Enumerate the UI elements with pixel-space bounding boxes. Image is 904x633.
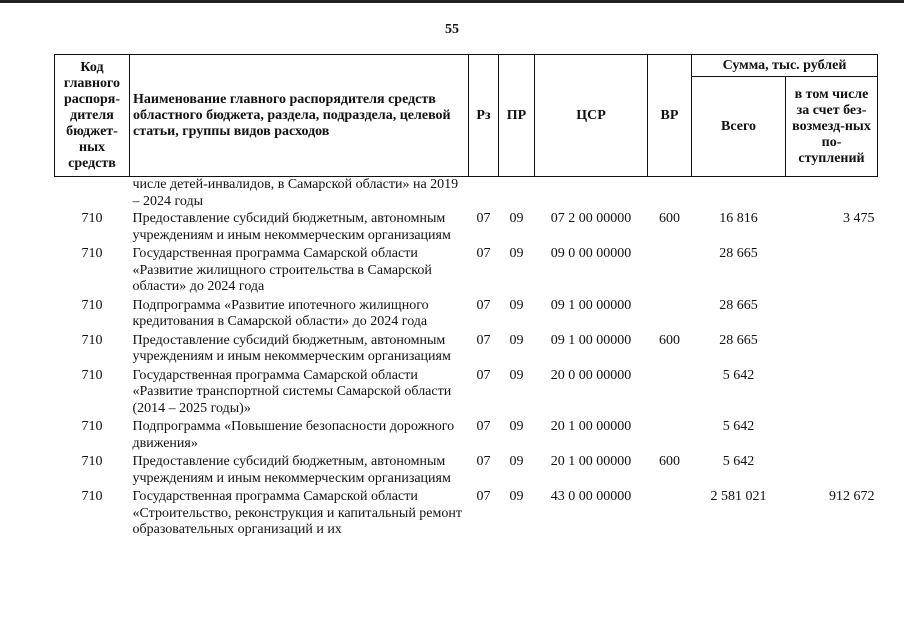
row-free — [786, 245, 878, 297]
row-total: 5 642 — [722, 367, 755, 383]
header-free: в том числе за счет без-возмезд-ных по-ступлений — [786, 77, 878, 177]
row-name: Предоставление субсидий бюджетным, автономным учреждениям и иным некоммерческим организациям — [132, 332, 451, 364]
row-csr: 07 2 00 00000 — [550, 211, 632, 226]
row-csr: 09 0 00 00000 — [550, 246, 632, 261]
header-pr: ПР — [499, 55, 535, 177]
budget-table — [54, 54, 878, 540]
table-row — [55, 418, 878, 453]
row-name: Предоставление субсидий бюджетным, автономным учреждениям и иным некоммерческим организациям — [132, 454, 451, 486]
table-row — [55, 488, 878, 540]
row-free — [786, 418, 878, 453]
row-pr: 09 — [509, 211, 524, 226]
row-rz: 07 — [476, 297, 491, 313]
header-vr: ВР — [648, 55, 692, 177]
row-free: 912 672 — [829, 489, 875, 504]
page-number: 55 — [445, 22, 459, 37]
table-row — [55, 245, 878, 297]
row-code: 710 — [81, 246, 103, 261]
row-pr: 09 — [509, 332, 524, 348]
row-code: 710 — [81, 419, 103, 434]
table-row — [55, 297, 878, 332]
table-row — [55, 332, 878, 367]
top-rule — [0, 0, 904, 3]
row-vr — [648, 418, 692, 453]
row-code: 710 — [81, 367, 103, 383]
row-total: 28 665 — [719, 332, 758, 348]
row-free — [786, 297, 878, 332]
row-name: Государственная программа Самарской области «Развитие транспортной системы Самарской области (2014 – 2025 годы)» — [132, 367, 452, 416]
row-name: Предоставление субсидий бюджетным, автономным учреждениям и иным некоммерческим организациям — [132, 211, 451, 243]
row-free — [786, 367, 878, 419]
row-free — [786, 453, 878, 488]
continuation-row — [55, 177, 878, 211]
header-total: Всего — [692, 77, 786, 177]
row-vr: 600 — [659, 454, 680, 469]
row-vr — [648, 297, 692, 332]
row-code: 710 — [81, 211, 103, 226]
row-rz: 07 — [476, 419, 491, 434]
row-rz: 07 — [476, 367, 491, 383]
row-vr — [648, 367, 692, 419]
row-free — [786, 332, 878, 367]
header-csr: ЦСР — [535, 55, 648, 177]
row-vr: 600 — [659, 211, 680, 226]
header-sum: Сумма, тыс. рублей — [692, 55, 878, 77]
row-csr: 20 1 00 00000 — [550, 454, 632, 469]
row-rz: 07 — [476, 489, 491, 504]
table-row — [55, 367, 878, 419]
row-code: 710 — [81, 489, 103, 504]
row-pr: 09 — [509, 367, 524, 383]
table-row — [55, 453, 878, 488]
row-csr: 09 1 00 00000 — [550, 332, 632, 348]
row-name: Государственная программа Самарской области «Строительство, реконструкция и капитальный ремонт образовательных организаций и их — [132, 489, 462, 537]
row-pr: 09 — [509, 246, 524, 261]
row-total: 28 665 — [719, 246, 758, 261]
row-pr: 09 — [509, 454, 524, 469]
continuation-text: числе детей-инвалидов, в Самарской области» на 2019 – 2024 годы — [132, 177, 459, 209]
table-header — [55, 55, 878, 177]
row-csr: 20 0 00 00000 — [550, 367, 632, 383]
row-name: Подпрограмма «Развитие ипотечного жилищного кредитования в Самарской области» до 2024 года — [132, 297, 429, 329]
row-vr — [648, 245, 692, 297]
row-csr: 43 0 00 00000 — [550, 489, 632, 504]
row-code: 710 — [81, 332, 103, 348]
header-rz: Рз — [469, 55, 499, 177]
row-total: 5 642 — [722, 454, 755, 469]
row-rz: 07 — [476, 211, 491, 226]
row-vr: 600 — [659, 332, 680, 348]
row-pr: 09 — [509, 419, 524, 434]
row-csr: 20 1 00 00000 — [550, 419, 632, 434]
row-rz: 07 — [476, 454, 491, 469]
table-row — [55, 210, 878, 245]
table-body — [55, 177, 878, 540]
row-rz: 07 — [476, 246, 491, 261]
row-free: 3 475 — [843, 211, 875, 226]
row-pr: 09 — [509, 489, 524, 504]
row-total: 16 816 — [719, 211, 758, 226]
row-rz: 07 — [476, 332, 491, 348]
header-name: Наименование главного распорядителя средств областного бюджета, раздела, подраздела, целевой статьи, группы видов расходов — [130, 55, 469, 177]
row-total: 28 665 — [719, 297, 758, 313]
row-code: 710 — [81, 297, 103, 313]
row-vr — [648, 488, 692, 540]
row-pr: 09 — [509, 297, 524, 313]
row-code: 710 — [81, 454, 103, 469]
row-name: Подпрограмма «Повышение безопасности дорожного движения» — [132, 419, 455, 451]
row-csr: 09 1 00 00000 — [550, 297, 632, 313]
row-total: 2 581 021 — [710, 489, 767, 504]
row-total: 5 642 — [722, 419, 755, 434]
header-code: Код главного распоря-дителя бюджет-ных средств — [55, 55, 130, 177]
row-name: Государственная программа Самарской области «Развитие жилищного строительства в Самарской области» до 2024 года — [132, 246, 432, 294]
